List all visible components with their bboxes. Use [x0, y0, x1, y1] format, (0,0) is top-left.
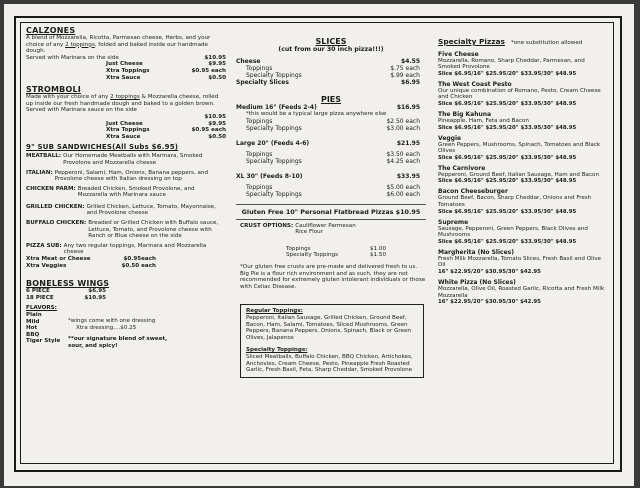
sub-item: GRILLED CHICKEN: Grilled Chicken, Lettuce, Tomato, Mayonnaise, and Provolone cheese [26, 203, 216, 217]
calzones-extras: Just Cheese $9.95 Xtra Toppings $0.95 each Xtra Sauce $0.50 [106, 61, 226, 81]
pies-title: PIES [320, 95, 342, 104]
calzones-description: A blend of Mozzarella, Ricotta, Parmesan cheese, Herbs, and your choice of any 2 toppings, folded and baked inside our handmade dough. [26, 35, 211, 55]
specialty-toppings-title: Specialty Toppings: [246, 347, 308, 354]
regular-toppings: Pepperoni, Italian Sausage, Grilled Chicken, Ground Beef, Bacon, Ham, Salami, Tomatoes, Sliced Mushrooms, Green Peppers, Banana Peppers, Onions, Spinach, Black or Green Olives, Jalapenos [246, 314, 411, 341]
stromboli-extras: Just Cheese $9.95 Xtra Toppings $0.95 each Xtra Sauce $0.50 [106, 120, 226, 140]
pizza-item: Bacon Cheeseburger Ground Beef, Bacon, Sharp Cheddar, Onions and Fresh Tomatoes Slice $6.95/16" $25.95/20" $33.95/30" $48.95 [438, 188, 592, 215]
sub-item: BUFFALO CHICKEN: Breaded or Grilled Chicken with Buffalo sauce, Lettuce, Tomato, and Provolone cheese with Ranch or Blue cheese on the side [26, 220, 219, 240]
sub-item: MEATBALL: Our Homemade Meatballs with Marinara, Smoked Provolone and Mozzarella cheese [26, 153, 203, 166]
subs-extras: Xtra Meat or Cheese $0.95each Xtra Veggies $0.50 each [26, 256, 156, 269]
right-column [438, 26, 606, 305]
pizza-item: The Big Kahuna Pineapple, Ham, Feta and Bacon Slice $6.95/16" $25.95/20" $33.95/30" $48.95 [438, 110, 577, 131]
gluten-free-title: Gluten Free 10" Personal Flatbread Pizzas $10.95 [241, 207, 421, 216]
subs-title: 9" SUB SANDWICHES(All Subs $6.95) [26, 143, 179, 152]
pizza-item: The West Coast Pesto Our unique combination of Romano, Pesto, Cream Cheese and Chicken Slice $6.95/16" $25.95/20" $33.95/30" $48.95 [438, 80, 601, 107]
gluten-note: *Our gluten free crusts are pre-made and delivered fresh to us. Big Pie is a flour rich environment and as such, they are not recommended for extremely gluten intolerant individuals or those with Celiac Disease. [240, 263, 426, 290]
specialty-note: *one substitution allowed [510, 40, 583, 46]
pizza-item: The Carnivore Pepperoni, Ground Beef, Italian Sausage, Ham and Bacon Slice $6.95/16" $25.95/20" $33.95/30" $48.95 [438, 164, 600, 185]
slices-subtitle: (cut from our 30 inch pizza!!!) [278, 46, 384, 53]
slices-list: Cheese $4.55 Toppings $.75 each Specialty Toppings $.99 each Specialty Slices $6.95 [236, 58, 420, 86]
pies-list: Medium 16" (Feeds 2-4) $16.95 *this would be a typical large pizza anywhere else Toppings $2.50 each Specialty Toppings $3.00 each Large 20" (Feeds 4-6) $21.95 Toppings $3.50 each Specialty Toppings $4.25 each XL 30" (Feeds 8-10) $33.95 Toppings $5.00 each Specialty Toppings $6.00 each [236, 104, 420, 198]
flavors-list: Plain Mild Hot BBQ Tiger Style [26, 312, 61, 345]
regular-toppings-title: Regular Toppings: [246, 308, 303, 315]
calzones-price-row: Served with Marinara on the side $10.95 [26, 54, 226, 61]
flavors-title: FLAVORS: [26, 305, 57, 312]
divider [236, 204, 426, 205]
specialty-list [438, 51, 606, 306]
gluten-extras: Toppings $1.00 Specialty Toppings $1.50 [286, 245, 386, 259]
stromboli-price: $10.95 [204, 113, 226, 120]
sub-item: PIZZA SUB: Any two regular toppings, Marinara and Mozzarella cheese [26, 242, 207, 256]
calzones-title: CALZONES [26, 26, 76, 35]
stromboli-description: Made with your choice of any 2 toppings & Mozzarella cheese, rolled up inside our fresh handmade dough and baked to a golden brown. Served with Marinara sauce on the side [26, 94, 219, 114]
flavors-block [26, 312, 226, 349]
wings-prices: 6 PIECE $6.95 18 PIECE $10.95 [26, 288, 106, 301]
pizza-item: Margherita (No Slices) Fresh Milk Mozzarella, Tomato Slices, Fresh Basil and Olive Oil 16" $22.95/20" $30.95/30" $42.95 [438, 248, 601, 275]
stromboli-title: STROMBOLI [26, 85, 81, 95]
crust-options: CRUST OPTIONS: Cauliflower Parmesan Rice Flour [240, 222, 356, 236]
toppings-box [240, 304, 424, 377]
specialty-header [438, 37, 606, 47]
specialty-toppings: Sliced Meatballs, Buffalo Chicken, BBQ Chicken, Artichokes, Anchovies, Cream Cheese, Pesto, Pineapple Fresh Roasted Garlic, Fresh Basil, Feta, Sharp Cheddar, Smoked Provolone [246, 353, 413, 374]
pizza-item: White Pizza (No Slices) Mozzarella, Olive Oil, Roasted Garlic, Ricotta and Fresh Milk Mozzarella 16" $22.95/20" $30.95/30" $42.95 [438, 278, 605, 306]
pizza-item: Veggie Green Peppers, Mushrooms, Spinach, Tomatoes and Black Olives Slice $6.95/16" $25.95/20" $33.95/30" $48.95 [438, 134, 601, 161]
pizza-item: Supreme Sausage, Pepperoni, Green Peppers, Black Olives and Mushrooms Slice $6.95/16" $25.95/20" $33.95/30" $48.95 [438, 218, 588, 245]
sub-item: CHICKEN PARM: Breaded Chicken, Smoked Provolone, and Mozzarella with Marinara sauce [26, 185, 195, 199]
slices-title: SLICES [315, 37, 347, 46]
pizza-item: Five Cheese Mozzarella, Romano, Sharp Cheddar, Parmesan, and Smoked Provolone Slice $6.95/16" $25.95/20" $33.95/30" $48.95 [438, 50, 585, 77]
middle-column [236, 26, 426, 378]
left-column [26, 26, 226, 349]
subs-list [26, 153, 226, 256]
specialty-title: Specialty Pizzas [438, 37, 505, 46]
wings-title: BONELESS WINGS [26, 279, 110, 289]
divider [236, 219, 426, 220]
wings-notes: *wings come with one dressing Xtra dressing....$0.25 **our signature blend of sweet, sour, and spicy! [68, 318, 168, 349]
sub-item: ITALIAN: Pepperoni, Salami, Ham, Onions, Banana peppers, and Provolone cheese with Italian dressing on top [26, 169, 209, 183]
